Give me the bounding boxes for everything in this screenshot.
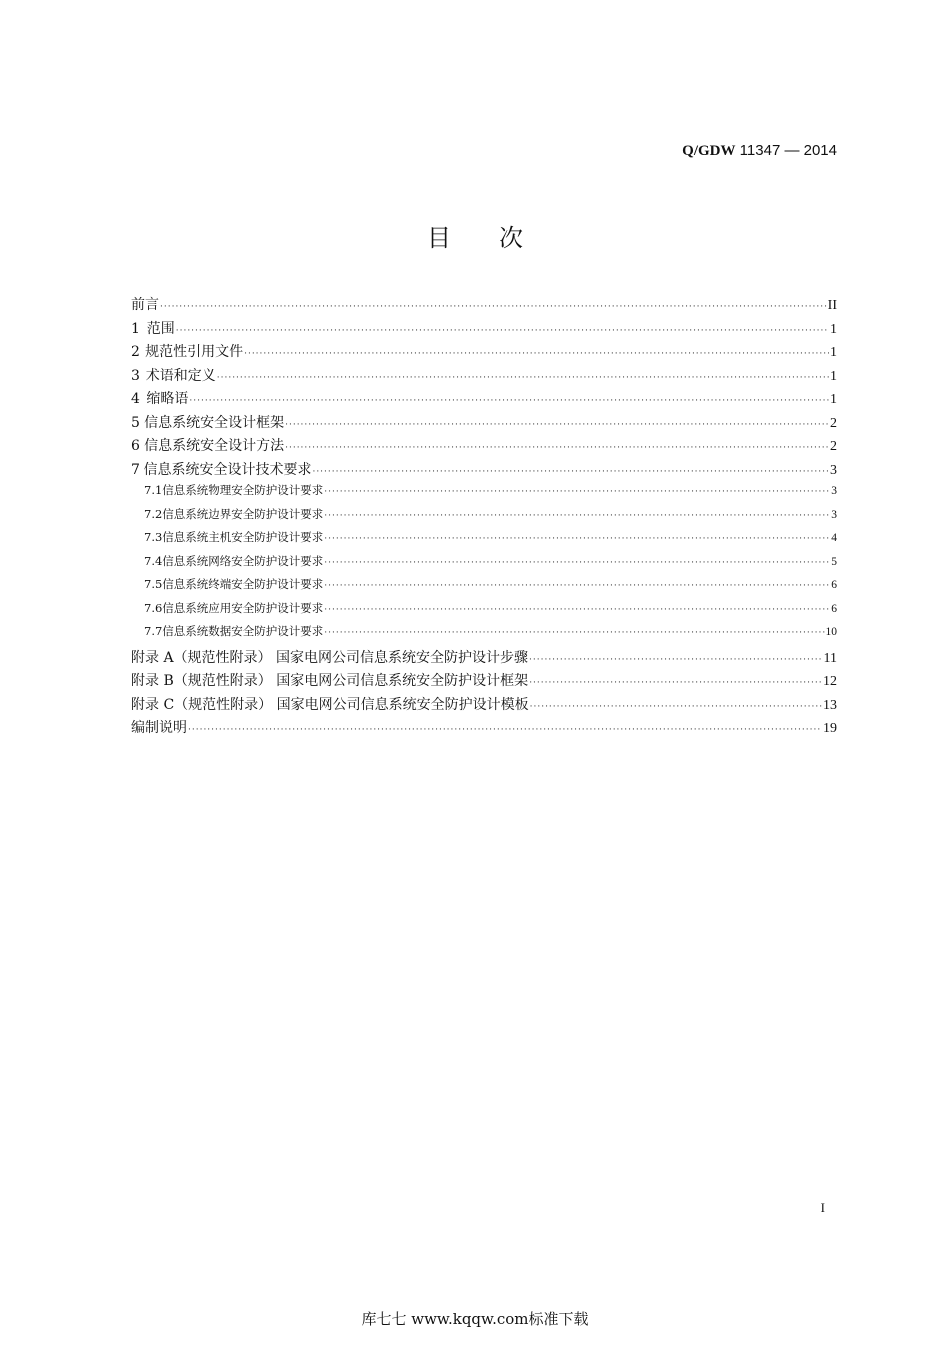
toc-entry-leader — [324, 605, 830, 615]
toc-title-char-2: 次 — [499, 224, 523, 252]
toc-entry-leader — [285, 443, 829, 453]
toc-entry-page: 6 — [831, 579, 837, 591]
toc-entry-page: 19 — [823, 721, 837, 736]
toc-entry-number: 7.5 — [144, 577, 163, 591]
toc-entry[interactable] — [131, 647, 837, 671]
toc-entry-leader — [324, 558, 830, 568]
toc-entry[interactable] — [131, 623, 837, 647]
toc-entry-label: 信息系统安全设计方法 — [144, 438, 285, 454]
document-code-prefix: Q/GDW — [682, 143, 736, 159]
toc-entry-leader — [324, 487, 830, 497]
toc-entry[interactable] — [131, 694, 837, 718]
page-number: I — [820, 1200, 825, 1215]
toc-title-char-1: 目 — [427, 224, 451, 252]
toc-entry-leader — [312, 467, 829, 477]
toc-entry-label: 附录 C（规范性附录） 国家电网公司信息系统安全防护设计模板 — [131, 696, 529, 713]
toc-entry-leader — [324, 534, 830, 544]
toc-entry-page: 11 — [823, 650, 837, 666]
toc-entry-number: 4 — [131, 391, 140, 407]
toc-entry-number: 7.3 — [144, 530, 163, 544]
toc-entry-label: 信息系统安全设计技术要求 — [143, 461, 312, 478]
toc-entry-label: 信息系统终端安全防护设计要求 — [162, 577, 324, 591]
toc-entry-number: 5 — [131, 414, 140, 431]
toc-entry-label: 信息系统数据安全防护设计要求 — [162, 624, 324, 638]
toc-entry-page: 10 — [825, 626, 837, 638]
toc-entry-label: 信息系统主机安全防护设计要求 — [162, 530, 324, 544]
toc-entry-number: 7.4 — [144, 553, 163, 568]
toc-entry-page: 5 — [831, 555, 837, 568]
toc-entry-number: 7 — [131, 461, 140, 478]
toc-entry-number: 7.1 — [144, 483, 163, 497]
toc-entry[interactable] — [131, 506, 837, 530]
toc-entry[interactable] — [131, 670, 837, 694]
toc-entry-leader — [244, 349, 829, 359]
toc-entry[interactable] — [131, 318, 837, 342]
toc-entry-label: 附录 A（规范性附录） 国家电网公司信息系统安全防护设计步骤 — [131, 649, 529, 666]
toc-entry-label: 前言 — [131, 297, 159, 313]
toc-entry-page: 1 — [830, 345, 837, 360]
toc-entry-page: 2 — [830, 415, 837, 431]
toc-entry-label: 缩略语 — [146, 391, 189, 407]
toc-entry[interactable] — [131, 553, 837, 577]
toc-entry-leader — [285, 420, 829, 430]
toc-entry-label: 信息系统安全设计框架 — [144, 414, 285, 431]
toc-entry-number: 3 — [131, 367, 140, 384]
toc-entry-page: 1 — [830, 368, 837, 384]
toc-entry[interactable] — [131, 435, 837, 459]
toc-entry-number: 1 — [131, 320, 140, 337]
toc-entry-page: 13 — [823, 697, 837, 713]
toc-entry-page: 12 — [823, 674, 837, 689]
table-of-contents — [131, 294, 837, 741]
toc-entry-leader — [188, 725, 822, 735]
toc-entry-leader — [529, 678, 822, 688]
toc-entry-number: 6 — [131, 438, 140, 454]
toc-entry-leader — [529, 655, 823, 665]
toc-entry-page: 4 — [831, 532, 837, 544]
toc-entry-label: 信息系统边界安全防护设计要求 — [162, 506, 324, 521]
toc-entry[interactable] — [131, 412, 837, 436]
toc-entry[interactable] — [131, 341, 837, 365]
toc-entry-leader — [324, 511, 830, 521]
toc-entry-label: 信息系统网络安全防护设计要求 — [162, 553, 324, 568]
toc-entry-leader — [530, 702, 822, 712]
toc-entry[interactable] — [131, 529, 837, 553]
toc-entry[interactable] — [131, 482, 837, 506]
toc-entry-leader — [176, 326, 829, 336]
toc-entry-leader — [324, 628, 824, 638]
toc-entry[interactable] — [131, 388, 837, 412]
toc-entry-page: 3 — [831, 508, 837, 521]
toc-entry-label: 术语和定义 — [145, 367, 216, 384]
toc-entry-page: 2 — [830, 439, 837, 454]
toc-entry[interactable] — [131, 717, 837, 741]
toc-entry-leader — [189, 396, 829, 406]
toc-entry-leader — [160, 302, 827, 312]
toc-entry-page: 3 — [831, 485, 837, 497]
toc-entry-leader — [324, 581, 830, 591]
toc-entry-page: 1 — [830, 321, 837, 337]
toc-entry-label: 信息系统应用安全防护设计要求 — [162, 600, 324, 615]
toc-entry-label: 范围 — [146, 320, 175, 337]
footer-watermark: 库七七 www.kqqw.com标准下载 — [361, 1310, 589, 1328]
toc-entry-label: 编制说明 — [131, 720, 187, 736]
toc-entry-page: 3 — [830, 462, 837, 478]
toc-entry-page: II — [827, 298, 837, 313]
toc-title — [0, 218, 950, 253]
toc-entry[interactable] — [131, 294, 837, 318]
document-code-number: 11347 — 2014 — [735, 142, 837, 159]
toc-entry-label: 信息系统物理安全防护设计要求 — [162, 483, 324, 497]
document-code — [682, 142, 837, 160]
toc-entry-leader — [217, 373, 829, 383]
toc-entry-number: 7.7 — [144, 624, 163, 638]
toc-entry[interactable] — [131, 600, 837, 624]
toc-entry-page: 1 — [830, 392, 837, 407]
toc-entry[interactable] — [131, 365, 837, 389]
toc-entry-label: 规范性引用文件 — [145, 344, 244, 360]
toc-entry[interactable] — [131, 459, 837, 483]
toc-entry-page: 6 — [831, 602, 837, 615]
toc-entry-number: 7.6 — [144, 600, 163, 615]
toc-entry[interactable] — [131, 576, 837, 600]
toc-entry-number: 7.2 — [144, 506, 163, 521]
toc-entry-number: 2 — [131, 344, 140, 360]
toc-entry-label: 附录 B（规范性附录） 国家电网公司信息系统安全防护设计框架 — [131, 673, 529, 689]
